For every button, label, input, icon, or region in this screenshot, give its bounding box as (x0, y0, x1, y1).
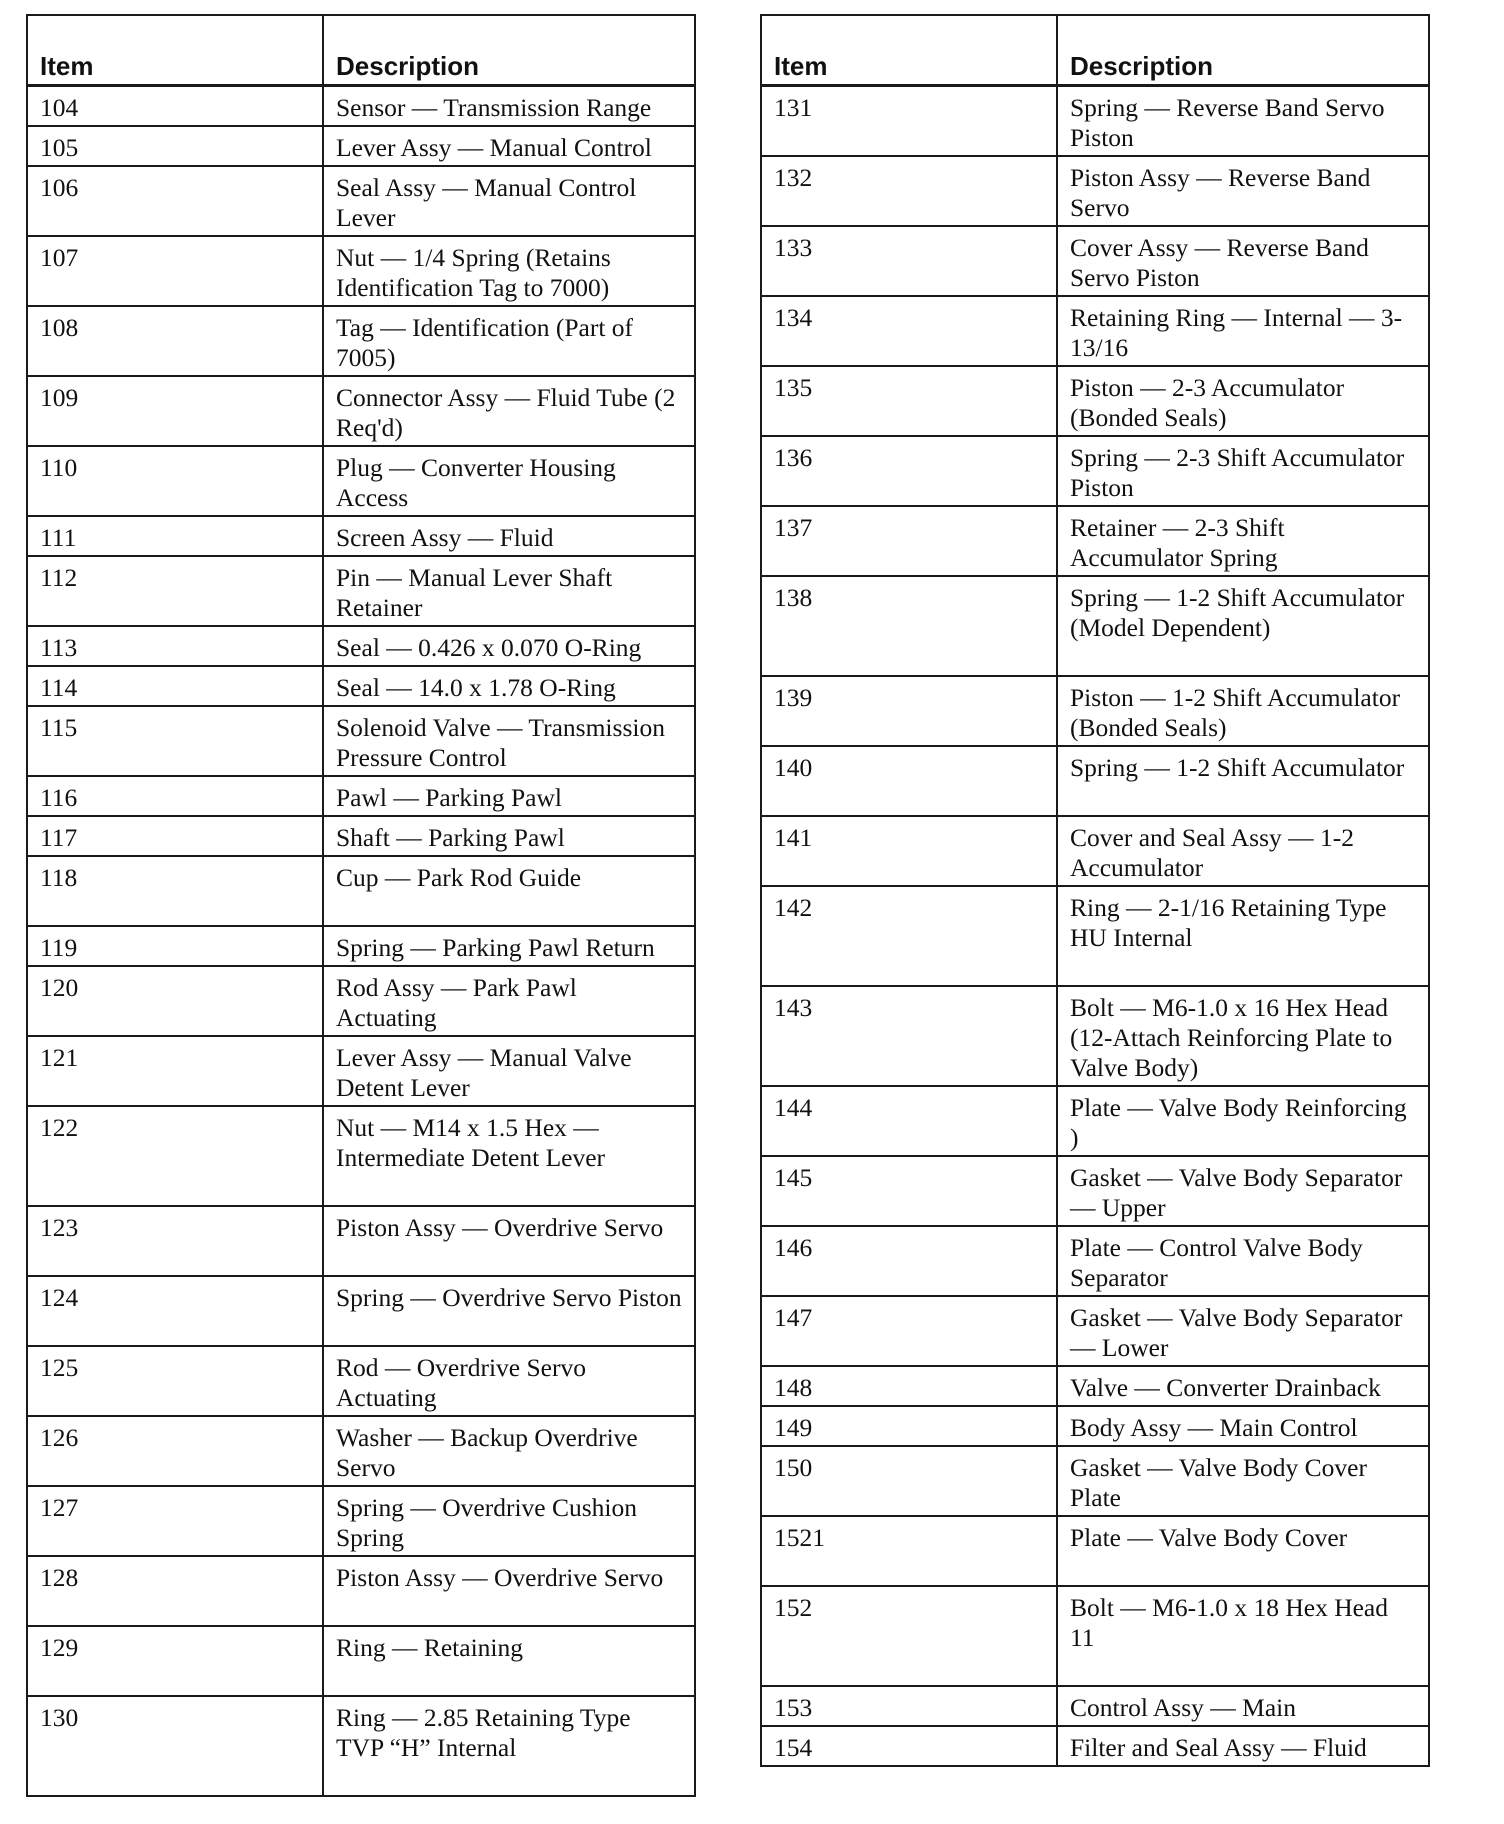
description-column-header: Description (323, 15, 695, 86)
description-cell: Rod — Overdrive Servo Actuating (323, 1346, 695, 1416)
description-cell: Pin — Manual Lever Shaft Retainer (323, 556, 695, 626)
table-row (27, 1276, 695, 1346)
table-row (27, 626, 695, 666)
table-row (761, 1586, 1429, 1686)
table-row (761, 676, 1429, 746)
table-row (761, 1296, 1429, 1366)
item-number-cell: 128 (27, 1556, 323, 1626)
description-cell: Body Assy — Main Control (1057, 1406, 1429, 1446)
table-row (761, 156, 1429, 226)
table-row (761, 1156, 1429, 1226)
description-cell: Spring — 1-2 Shift Accumulator (Model Dependent) (1057, 576, 1429, 676)
table-row (761, 576, 1429, 676)
table-row (27, 666, 695, 706)
item-number-cell: 112 (27, 556, 323, 626)
description-cell: Spring — 2-3 Shift Accumulator Piston (1057, 436, 1429, 506)
description-cell: Plug — Converter Housing Access (323, 446, 695, 516)
description-cell: Plate — Control Valve Body Separator (1057, 1226, 1429, 1296)
table-row (27, 966, 695, 1036)
table-row (27, 776, 695, 816)
description-column-header: Description (1057, 15, 1429, 86)
table-row (761, 886, 1429, 986)
description-cell: Rod Assy — Park Pawl Actuating (323, 966, 695, 1036)
table-row (27, 446, 695, 516)
table-row (27, 1416, 695, 1486)
item-number-cell: 130 (27, 1696, 323, 1796)
item-number-cell: 114 (27, 666, 323, 706)
table-row (761, 1406, 1429, 1446)
item-column-header: Item (27, 15, 323, 86)
description-cell: Seal Assy — Manual Control Lever (323, 166, 695, 236)
description-cell: Solenoid Valve — Transmission Pressure Control (323, 706, 695, 776)
item-number-cell: 117 (27, 816, 323, 856)
item-number-cell: 134 (761, 296, 1057, 366)
description-cell: Gasket — Valve Body Separator — Lower (1057, 1296, 1429, 1366)
item-number-cell: 113 (27, 626, 323, 666)
description-cell: Bolt — M6-1.0 x 16 Hex Head (12-Attach Reinforcing Plate to Valve Body) (1057, 986, 1429, 1086)
description-cell: Seal — 0.426 x 0.070 O-Ring (323, 626, 695, 666)
description-cell: Cover and Seal Assy — 1-2 Accumulator (1057, 816, 1429, 886)
table-row (27, 236, 695, 306)
table-row (27, 1626, 695, 1696)
description-cell: Retainer — 2-3 Shift Accumulator Spring (1057, 506, 1429, 576)
description-cell: Pawl — Parking Pawl (323, 776, 695, 816)
item-number-cell: 132 (761, 156, 1057, 226)
item-number-cell: 143 (761, 986, 1057, 1086)
description-cell: Cover Assy — Reverse Band Servo Piston (1057, 226, 1429, 296)
table-row (27, 166, 695, 236)
item-number-cell: 135 (761, 366, 1057, 436)
table-row (27, 556, 695, 626)
item-number-cell: 125 (27, 1346, 323, 1416)
item-number-cell: 109 (27, 376, 323, 446)
item-number-cell: 145 (761, 1156, 1057, 1226)
description-cell: Spring — 1-2 Shift Accumulator (1057, 746, 1429, 816)
table-row (27, 706, 695, 776)
item-number-cell: 1521 (761, 1516, 1057, 1586)
description-cell: Spring — Parking Pawl Return (323, 926, 695, 966)
item-column-header: Item (761, 15, 1057, 86)
item-number-cell: 147 (761, 1296, 1057, 1366)
table-row (761, 436, 1429, 506)
table-row (761, 226, 1429, 296)
description-cell: Plate — Valve Body Reinforcing ) (1057, 1086, 1429, 1156)
table-row (27, 1486, 695, 1556)
table-row (761, 366, 1429, 436)
item-number-cell: 106 (27, 166, 323, 236)
item-number-cell: 104 (27, 86, 323, 127)
parts-table-left (26, 14, 696, 1797)
table-row (761, 506, 1429, 576)
description-cell: Connector Assy — Fluid Tube (2 Req'd) (323, 376, 695, 446)
description-cell: Spring — Reverse Band Servo Piston (1057, 86, 1429, 157)
description-cell: Washer — Backup Overdrive Servo (323, 1416, 695, 1486)
item-number-cell: 123 (27, 1206, 323, 1276)
table-row (761, 1516, 1429, 1586)
table-row (761, 1446, 1429, 1516)
description-cell: Control Assy — Main (1057, 1686, 1429, 1726)
item-number-cell: 149 (761, 1406, 1057, 1446)
item-number-cell: 141 (761, 816, 1057, 886)
item-number-cell: 116 (27, 776, 323, 816)
description-cell: Ring — Retaining (323, 1626, 695, 1696)
item-number-cell: 119 (27, 926, 323, 966)
table-row (27, 1206, 695, 1276)
description-cell: Bolt — M6-1.0 x 18 Hex Head 11 (1057, 1586, 1429, 1686)
item-number-cell: 127 (27, 1486, 323, 1556)
parts-table-right (760, 14, 1430, 1767)
table-row (27, 1346, 695, 1416)
item-number-cell: 148 (761, 1366, 1057, 1406)
description-cell: Nut — 1/4 Spring (Retains Identification Tag to 7000) (323, 236, 695, 306)
item-number-cell: 137 (761, 506, 1057, 576)
item-number-cell: 133 (761, 226, 1057, 296)
item-number-cell: 142 (761, 886, 1057, 986)
table-row (761, 986, 1429, 1086)
table-row (761, 1686, 1429, 1726)
table-row (27, 1106, 695, 1206)
item-number-cell: 108 (27, 306, 323, 376)
table-row (27, 926, 695, 966)
description-cell: Piston Assy — Overdrive Servo (323, 1206, 695, 1276)
description-cell: Filter and Seal Assy — Fluid (1057, 1726, 1429, 1766)
table-row (27, 816, 695, 856)
description-cell: Cup — Park Rod Guide (323, 856, 695, 926)
item-number-cell: 118 (27, 856, 323, 926)
item-number-cell: 146 (761, 1226, 1057, 1296)
description-cell: Screen Assy — Fluid (323, 516, 695, 556)
table-row (761, 296, 1429, 366)
description-cell: Plate — Valve Body Cover (1057, 1516, 1429, 1586)
header-row (27, 15, 695, 86)
table-row (27, 306, 695, 376)
description-cell: Piston — 1-2 Shift Accumulator (Bonded Seals) (1057, 676, 1429, 746)
description-cell: Piston Assy — Reverse Band Servo (1057, 156, 1429, 226)
item-number-cell: 122 (27, 1106, 323, 1206)
item-number-cell: 126 (27, 1416, 323, 1486)
description-cell: Gasket — Valve Body Cover Plate (1057, 1446, 1429, 1516)
table-row (761, 86, 1429, 157)
description-cell: Ring — 2-1/16 Retaining Type HU Internal (1057, 886, 1429, 986)
item-number-cell: 115 (27, 706, 323, 776)
description-cell: Ring — 2.85 Retaining Type TVP “H” Internal (323, 1696, 695, 1796)
item-number-cell: 139 (761, 676, 1057, 746)
item-number-cell: 140 (761, 746, 1057, 816)
table-row (27, 1556, 695, 1626)
description-cell: Lever Assy — Manual Valve Detent Lever (323, 1036, 695, 1106)
item-number-cell: 131 (761, 86, 1057, 157)
item-number-cell: 110 (27, 446, 323, 516)
description-cell: Shaft — Parking Pawl (323, 816, 695, 856)
item-number-cell: 129 (27, 1626, 323, 1696)
description-cell: Gasket — Valve Body Separator — Upper (1057, 1156, 1429, 1226)
table-row (27, 1696, 695, 1796)
description-cell: Seal — 14.0 x 1.78 O-Ring (323, 666, 695, 706)
table-row (761, 1086, 1429, 1156)
table-row (27, 126, 695, 166)
item-number-cell: 121 (27, 1036, 323, 1106)
description-cell: Piston — 2-3 Accumulator (Bonded Seals) (1057, 366, 1429, 436)
item-number-cell: 150 (761, 1446, 1057, 1516)
item-number-cell: 120 (27, 966, 323, 1036)
item-number-cell: 153 (761, 1686, 1057, 1726)
item-number-cell: 105 (27, 126, 323, 166)
table-row (27, 376, 695, 446)
table-row (27, 1036, 695, 1106)
table-row (761, 1366, 1429, 1406)
table-row (761, 746, 1429, 816)
item-number-cell: 152 (761, 1586, 1057, 1686)
table-row (761, 816, 1429, 886)
description-cell: Tag — Identification (Part of 7005) (323, 306, 695, 376)
table-row (761, 1226, 1429, 1296)
description-cell: Lever Assy — Manual Control (323, 126, 695, 166)
item-number-cell: 154 (761, 1726, 1057, 1766)
table-row (27, 516, 695, 556)
table-row (27, 86, 695, 127)
item-number-cell: 124 (27, 1276, 323, 1346)
item-number-cell: 138 (761, 576, 1057, 676)
header-row (761, 15, 1429, 86)
description-cell: Spring — Overdrive Cushion Spring (323, 1486, 695, 1556)
description-cell: Piston Assy — Overdrive Servo (323, 1556, 695, 1626)
item-number-cell: 144 (761, 1086, 1057, 1156)
description-cell: Nut — M14 x 1.5 Hex — Intermediate Detent Lever (323, 1106, 695, 1206)
table-row (27, 856, 695, 926)
description-cell: Sensor — Transmission Range (323, 86, 695, 127)
item-number-cell: 111 (27, 516, 323, 556)
description-cell: Spring — Overdrive Servo Piston (323, 1276, 695, 1346)
description-cell: Valve — Converter Drainback (1057, 1366, 1429, 1406)
item-number-cell: 107 (27, 236, 323, 306)
table-row (761, 1726, 1429, 1766)
description-cell: Retaining Ring — Internal — 3-13/16 (1057, 296, 1429, 366)
item-number-cell: 136 (761, 436, 1057, 506)
